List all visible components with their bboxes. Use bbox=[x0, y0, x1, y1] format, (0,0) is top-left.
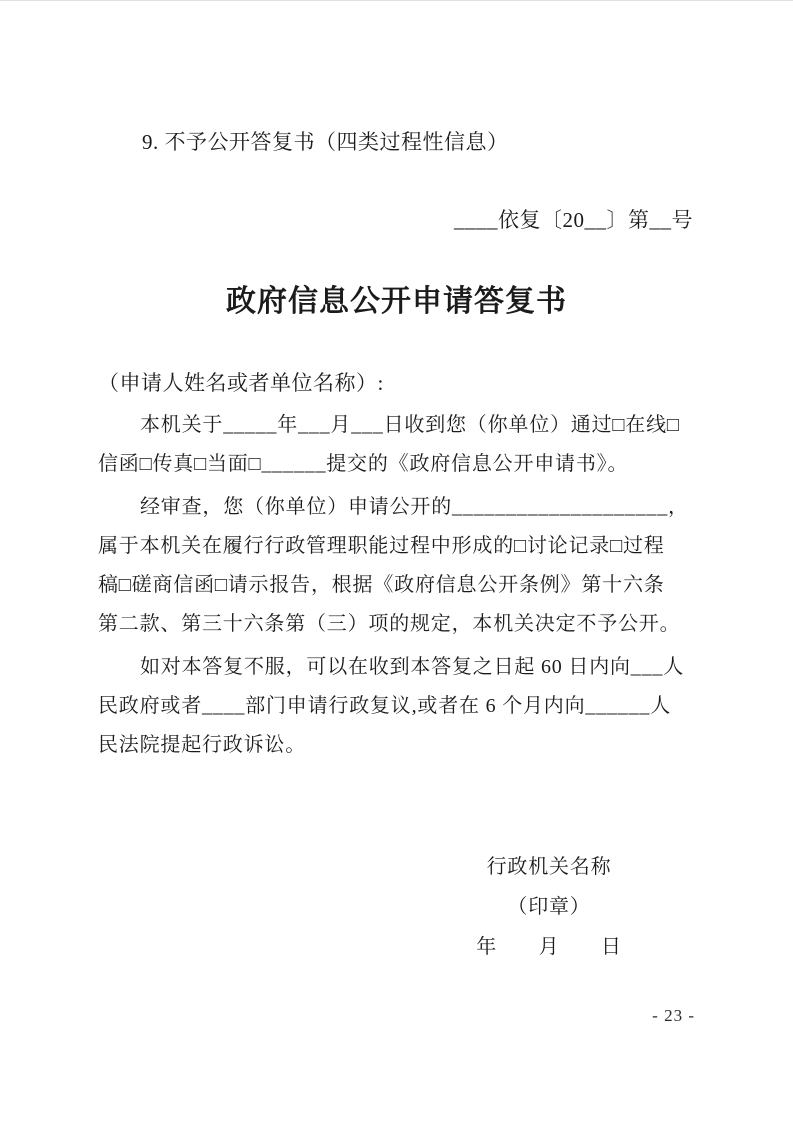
body-line: 民法院提起行政诉讼。 bbox=[98, 734, 306, 756]
body-line: 稿□磋商信函□请示报告，根据《政府信息公开条例》第十六条 bbox=[98, 574, 665, 596]
signature-date: 年 月 日 bbox=[476, 936, 622, 958]
salutation-line: （申请人姓名或者单位名称）: bbox=[98, 371, 384, 395]
header-note: 9. 不予公开答复书（四类过程性信息） bbox=[142, 130, 509, 154]
paragraph-legal-remedies bbox=[98, 648, 698, 765]
body-line: 信函□传真□当面□______提交的《政府信息公开申请书》。 bbox=[98, 453, 629, 475]
document-body bbox=[98, 406, 698, 765]
signature-agency-name: 行政机关名称 bbox=[486, 856, 612, 878]
paragraph-receipt bbox=[98, 406, 698, 484]
paragraph-review-decision bbox=[98, 488, 698, 644]
body-line: 第二款、第三十六条第（三）项的规定，本机关决定不予公开。 bbox=[98, 613, 681, 635]
doc-reference-number: ____依复〔20__〕第__号 bbox=[454, 208, 693, 232]
signature-block bbox=[415, 847, 683, 967]
body-line: 民政府或者____部门申请行政复议,或者在 6 个月内向______人 bbox=[98, 695, 671, 717]
document-title: 政府信息公开申请答复书 bbox=[226, 285, 567, 318]
signature-seal: （印章） bbox=[507, 896, 591, 918]
body-line: 本机关于_____年___月___日收到您（你单位）通过□在线□ bbox=[140, 414, 680, 436]
body-line: 如对本答复不服，可以在收到本答复之日起 60 日内向___人 bbox=[140, 656, 684, 678]
page-number: - 23 - bbox=[652, 1006, 695, 1025]
body-line: 经审查，您（你单位）申请公开的____________________， bbox=[140, 496, 689, 518]
body-line: 属于本机关在履行行政管理职能过程中形成的□讨论记录□过程 bbox=[98, 535, 665, 557]
